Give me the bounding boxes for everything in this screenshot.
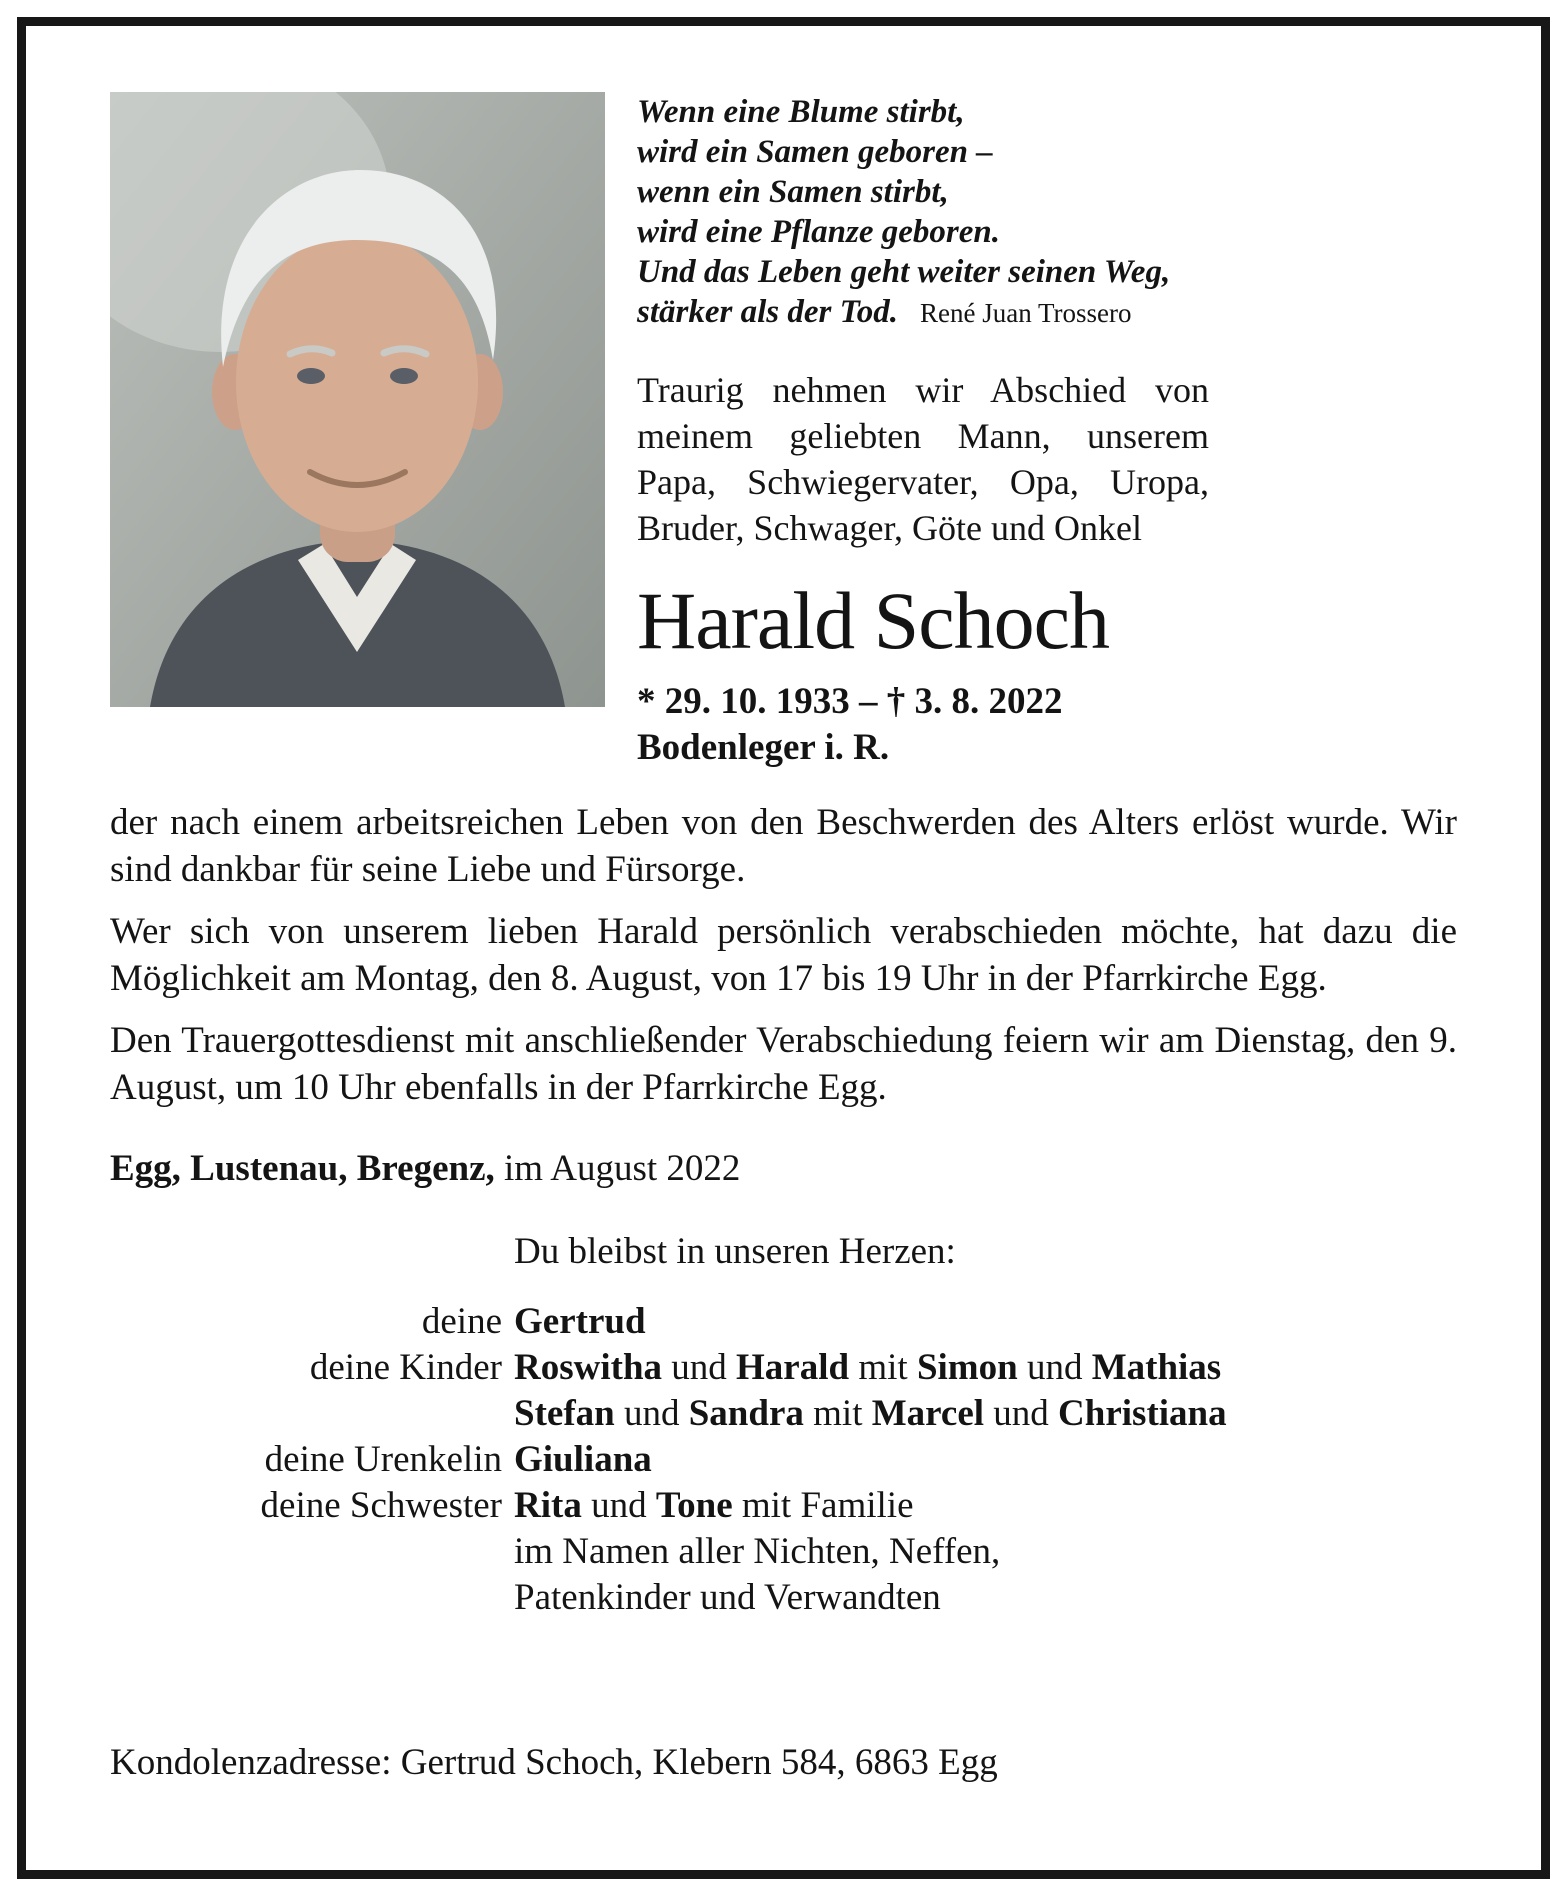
family-conjunction: und [614, 1393, 689, 1434]
family-names [514, 1529, 1457, 1575]
poem-line: wird eine Pflanze geboren. [637, 214, 1000, 250]
poem-attribution: René Juan Trossero [919, 298, 1132, 328]
family-label [110, 1529, 502, 1575]
dateline-date: im August 2022 [494, 1148, 741, 1189]
family-conjunction: und [1017, 1347, 1092, 1388]
family-conjunction: und [662, 1347, 737, 1388]
poem-line: Und das Leben geht weiter seinen Weg, [637, 254, 1171, 290]
family-heading: Du bleibst in unseren Herzen: [514, 1231, 956, 1272]
family-name: Mathias [1091, 1347, 1222, 1388]
family-label [110, 1575, 502, 1621]
intro-paragraph: Traurig nehmen wir Abschied von meinem geliebten Mann, unserem Papa, Schwiegervater, Opa, Uropa, Bruder, Schwager, Göte und Onkel [637, 370, 1209, 548]
family-label: deine Kinder [309, 1347, 502, 1388]
family-name: Rita [514, 1485, 582, 1526]
family-conjunction: mit [849, 1347, 917, 1388]
family-name: Harald [736, 1347, 850, 1388]
family-section [110, 1228, 1457, 1621]
family-names [514, 1437, 1457, 1483]
poem-line [637, 292, 1209, 333]
family-label: deine Urenkelin [264, 1439, 502, 1480]
top-section [110, 92, 1457, 771]
right-column [637, 92, 1209, 771]
poem-line: wird ein Samen geboren – [637, 134, 993, 170]
dateline-places: Egg, Lustenau, Bregenz, [110, 1148, 495, 1189]
deceased-name: Harald Schoch [637, 575, 1109, 666]
family-name: Christiana [1058, 1393, 1227, 1434]
body-paragraph-3: Den Trauergottesdienst mit anschließender Verabschiedung feiern wir am Dienstag, den 9. August, um 10 Uhr ebenfalls in der Pfarrkirche Egg. [110, 1020, 1457, 1108]
family-names [514, 1575, 1457, 1621]
family-row [110, 1529, 1457, 1575]
family-conjunction: und [984, 1393, 1059, 1434]
family-row [110, 1391, 1457, 1437]
poem-line: Wenn eine Blume stirbt, [637, 94, 965, 130]
family-note: Patenkinder und Verwandten [514, 1577, 941, 1618]
family-conjunction: mit [803, 1393, 872, 1434]
family-names [514, 1483, 1457, 1529]
family-row [110, 1437, 1457, 1483]
condolence-line: Kondolenzadresse: Gertrud Schoch, Klebern 584, 6863 Egg [110, 1742, 998, 1783]
family-row [110, 1299, 1457, 1345]
dateline [110, 1145, 1457, 1192]
family-label: deine Schwester [260, 1485, 502, 1526]
family-conjunction: mit Familie [732, 1485, 914, 1526]
family-label: deine [421, 1301, 502, 1342]
family-name: Sandra [688, 1393, 804, 1434]
portrait-photo [110, 92, 605, 707]
family-name: Gertrud [514, 1301, 646, 1342]
family-row [110, 1483, 1457, 1529]
family-names [514, 1345, 1457, 1391]
family-name: Giuliana [514, 1439, 652, 1480]
poem-line-text: stärker als der Tod. [637, 294, 898, 330]
poem-line: wenn ein Samen stirbt, [637, 174, 949, 210]
poem [637, 92, 1209, 333]
family-names [514, 1299, 1457, 1345]
family-name: Simon [916, 1347, 1018, 1388]
portrait-photo-graphic [110, 92, 605, 707]
family-note: im Namen aller Nichten, Neffen, [514, 1531, 1001, 1572]
body-paragraph-1: der nach einem arbeitsreichen Leben von den Beschwerden des Alters erlöst wurde. Wir sind dankbar für seine Liebe und Fürsorge. [110, 802, 1457, 890]
family-row [110, 1575, 1457, 1621]
body-paragraph-2: Wer sich von unserem lieben Harald persönlich verabschieden möchte, hat dazu die Möglichkeit am Montag, den 8. August, von 17 bis 19 Uhr in der Pfarrkirche Egg. [110, 911, 1457, 999]
family-name: Roswitha [514, 1347, 663, 1388]
page-frame [17, 17, 1550, 1879]
family-name: Tone [655, 1485, 733, 1526]
family-conjunction: und [581, 1485, 656, 1526]
family-row [110, 1345, 1457, 1391]
life-dates: * 29. 10. 1933 – † 3. 8. 2022 [637, 681, 1063, 722]
family-names [514, 1391, 1457, 1437]
family-name: Marcel [871, 1393, 985, 1434]
profession: Bodenleger i. R. [637, 727, 890, 768]
family-label [110, 1391, 502, 1437]
family-name: Stefan [514, 1393, 615, 1434]
